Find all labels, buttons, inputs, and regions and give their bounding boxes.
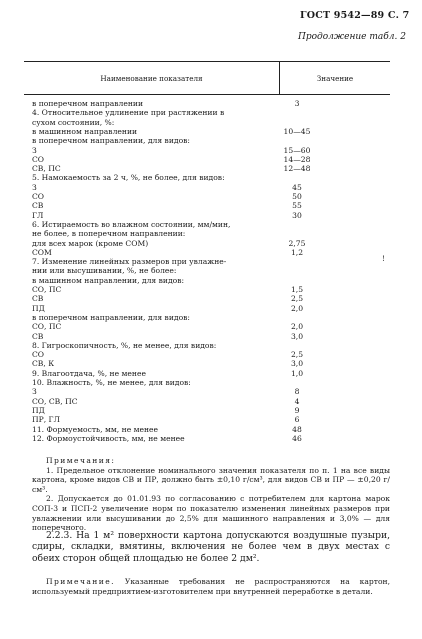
final-note-lead: Примечание. bbox=[46, 577, 115, 586]
row-label: 7. Изменение линейных размеров при увлажне- bbox=[32, 257, 227, 267]
row-label: 12. Формоустойчивость, мм, не менее bbox=[32, 433, 185, 443]
table-row bbox=[32, 285, 380, 294]
row-label: в машинном направлении, для видов: bbox=[32, 275, 185, 285]
margin-mark: ! bbox=[382, 255, 385, 263]
notes-title: Примечания: bbox=[46, 456, 116, 465]
table-row bbox=[32, 155, 380, 164]
row-value: 2,5 bbox=[290, 350, 304, 360]
row-label: в машинном направлении bbox=[32, 126, 138, 136]
table-row bbox=[32, 239, 380, 248]
clause-2-2-3 bbox=[32, 530, 390, 564]
row-value: 1,2 bbox=[290, 247, 304, 257]
row-label: СО, ПС bbox=[32, 322, 62, 332]
notes bbox=[32, 456, 390, 533]
table-row bbox=[32, 313, 380, 322]
column-header-indicator: Наименование показателя bbox=[100, 74, 203, 83]
table-row bbox=[32, 322, 380, 331]
table-row bbox=[32, 257, 380, 266]
final-note-body: Указанные требования не распространяются на картон, используемый предприятием-изготовителем при внутренней переработке в детали. bbox=[32, 577, 390, 596]
table-row bbox=[32, 266, 380, 275]
table-row bbox=[32, 173, 380, 182]
table-header-border bbox=[24, 94, 390, 95]
column-header-value: Значение bbox=[316, 74, 354, 83]
row-label: СВ, ПС bbox=[32, 164, 61, 174]
table-row bbox=[32, 146, 380, 155]
row-value: 14—28 bbox=[283, 154, 311, 164]
row-label: 10. Влажность, %, не менее, для видов: bbox=[32, 378, 191, 387]
table-row bbox=[32, 192, 380, 201]
table-row bbox=[32, 127, 380, 136]
table-row bbox=[32, 276, 380, 285]
table-row bbox=[32, 350, 380, 359]
note-item: 1. Предельное отклонение номинального значения показателя по п. 1 на все виды картона, кроме видов СВ и ПР, должно быть ±0,10 г/см³, для видов СВ и ПР — ±0,20 г/см³. bbox=[32, 465, 390, 494]
table-continuation-label: Продолжение табл. 2 bbox=[298, 32, 406, 42]
row-value: 2,0 bbox=[290, 322, 304, 332]
row-value: 50 bbox=[292, 192, 302, 201]
row-label: 9. Влагоотдача, %, не менее bbox=[32, 368, 146, 378]
row-value: 46 bbox=[292, 433, 302, 443]
row-value: 2,0 bbox=[290, 303, 304, 313]
row-value: 10—45 bbox=[283, 126, 311, 136]
row-label: 5. Намокаемость за 2 ч, %, не более, для видов: bbox=[32, 173, 225, 183]
table-row bbox=[32, 99, 380, 108]
table-row bbox=[32, 294, 380, 303]
row-label: 6. Истираемость во влажном состоянии, мм/мин, bbox=[32, 219, 231, 229]
table-row bbox=[32, 387, 380, 396]
row-value: 9 bbox=[294, 405, 300, 415]
row-label: ГЛ bbox=[32, 210, 44, 220]
row-value: 1,5 bbox=[290, 285, 304, 294]
row-value: 55 bbox=[292, 201, 302, 211]
row-label: ПД bbox=[32, 405, 45, 415]
table-row bbox=[32, 397, 380, 406]
row-value: 3 bbox=[294, 99, 300, 108]
row-label: в поперечном направлении, для видов: bbox=[32, 312, 190, 322]
page-header: ГОСТ 9542—89 С. 7 bbox=[300, 10, 410, 21]
table-row bbox=[32, 369, 380, 378]
row-label: в поперечном направлении bbox=[32, 99, 144, 108]
row-value: 30 bbox=[292, 210, 302, 220]
row-value: 8 bbox=[294, 387, 300, 397]
table-row bbox=[32, 201, 380, 210]
row-value: 6 bbox=[294, 415, 300, 425]
row-label: СО, СВ, ПС bbox=[32, 396, 78, 406]
row-label: СО bbox=[32, 350, 45, 360]
table-row bbox=[32, 332, 380, 341]
row-label: в поперечном направлении, для видов: bbox=[32, 136, 190, 146]
table-row bbox=[32, 359, 380, 368]
row-label: З bbox=[32, 182, 37, 192]
row-value: 15—60 bbox=[283, 145, 311, 155]
row-label: ПР, ГЛ bbox=[32, 415, 60, 425]
table-top-border bbox=[24, 61, 390, 62]
final-note-text bbox=[32, 577, 390, 596]
table-row bbox=[32, 118, 380, 127]
row-value: 4 bbox=[294, 396, 300, 406]
row-label: СО bbox=[32, 192, 45, 201]
row-label: ПД bbox=[32, 303, 45, 313]
clause-text: 2.2.3. На 1 м² поверхности картона допускаются воздушные пузыри, сдиры, складки, вмятины, включения не более чем в двух местах с обеих сторон общей площадью не более 2 дм². bbox=[32, 530, 390, 564]
row-label: 8. Гигроскопичность, %, не менее, для видов: bbox=[32, 340, 217, 350]
table-row bbox=[32, 248, 380, 257]
table-row bbox=[32, 229, 380, 238]
row-value: 3,0 bbox=[290, 331, 304, 341]
table-row bbox=[32, 341, 380, 350]
final-note bbox=[32, 577, 390, 596]
table-row bbox=[32, 415, 380, 424]
row-label: СВ bbox=[32, 294, 44, 304]
row-label: СОМ bbox=[32, 247, 52, 257]
row-label: СО, ПС bbox=[32, 285, 62, 294]
row-label: нии или высушивании, %, не более: bbox=[32, 266, 177, 276]
row-value: 3,0 bbox=[290, 359, 304, 369]
row-value: 45 bbox=[292, 182, 302, 192]
row-value: 2,75 bbox=[288, 238, 306, 248]
table-row bbox=[32, 108, 380, 117]
table-row bbox=[32, 434, 380, 443]
table-row bbox=[32, 378, 380, 387]
row-value: 1,0 bbox=[290, 368, 304, 378]
row-label: для всех марок (кроме СОМ) bbox=[32, 238, 149, 248]
table-row bbox=[32, 136, 380, 145]
table-row bbox=[32, 211, 380, 220]
table-row bbox=[32, 220, 380, 229]
row-label: сухом состоянии, %: bbox=[32, 117, 115, 127]
table-row bbox=[32, 425, 380, 434]
note-item: 2. Допускается до 01.01.93 по согласованию с потребителем для картона марок СОП-3 и ПСП-2 увеличение норм по показателю изменения линейных размеров при увлажнении или высушивании до 2,5% для машинного направления и 3,0% — для поперечного. bbox=[32, 494, 390, 533]
row-value: 12—48 bbox=[283, 164, 311, 174]
row-value: 2,5 bbox=[290, 294, 304, 304]
row-label: 4. Относительное удлинение при растяжении в bbox=[32, 108, 225, 118]
table-row bbox=[32, 406, 380, 415]
table-row bbox=[32, 304, 380, 313]
row-label: СВ bbox=[32, 331, 44, 341]
row-label: З bbox=[32, 387, 37, 397]
row-label: не более, в поперечном направлении: bbox=[32, 229, 186, 239]
row-label: СО bbox=[32, 154, 45, 164]
row-label: 11. Формуемость, мм, не менее bbox=[32, 424, 159, 434]
table-row bbox=[32, 164, 380, 173]
table-row bbox=[32, 183, 380, 192]
row-value: 48 bbox=[292, 424, 302, 434]
row-label: З bbox=[32, 145, 37, 155]
row-label: СВ, К bbox=[32, 359, 55, 369]
row-label: СВ bbox=[32, 201, 44, 211]
